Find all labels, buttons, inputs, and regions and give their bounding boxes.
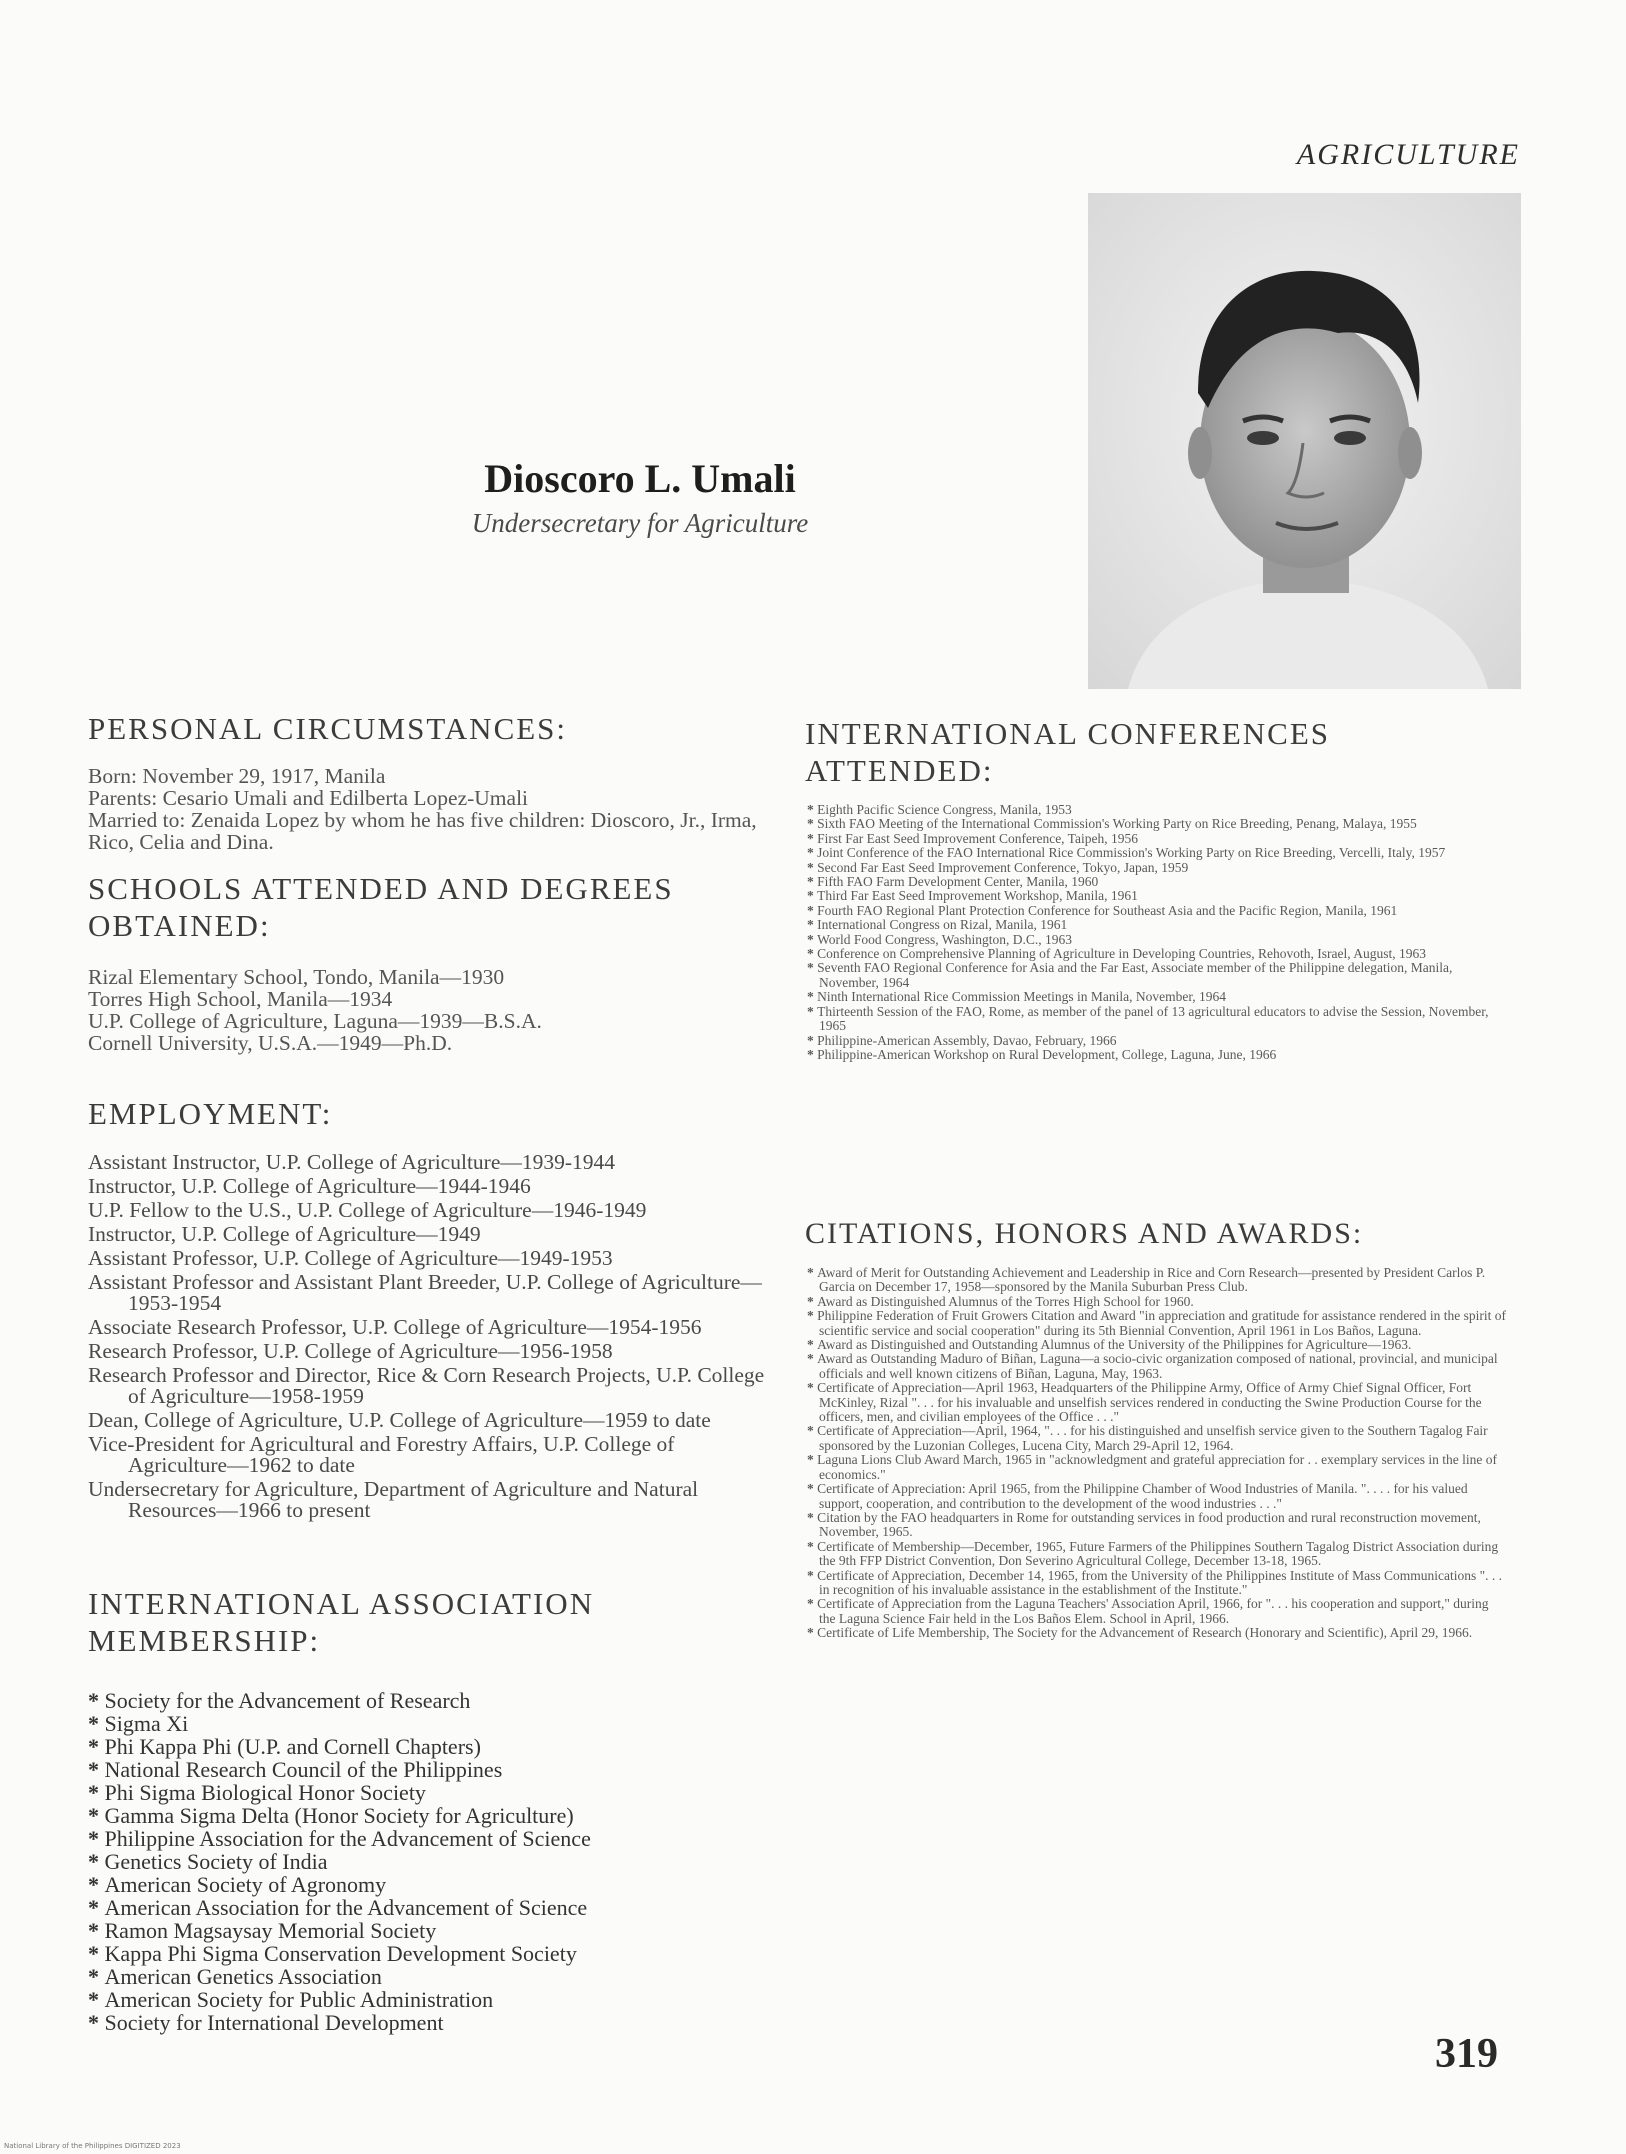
schools-section bbox=[88, 870, 773, 1054]
association-item: * Gamma Sigma Delta (Honor Society for Agriculture) bbox=[88, 1803, 574, 1828]
conference-item: * Seventh FAO Regional Conference for Asia and the Far East, Associate member of the Philippine delegation, Manila, November, 1964 bbox=[807, 960, 1453, 990]
association-item: * American Genetics Association bbox=[88, 1964, 382, 1989]
page-number: 319 bbox=[1435, 2031, 1498, 2077]
associations-heading: INTERNATIONAL ASSOCIATION MEMBERSHIP: bbox=[88, 1586, 595, 1658]
conference-item: * First Far East Seed Improvement Conference, Taipeh, 1956 bbox=[807, 830, 1138, 846]
citation-item: * Award as Distinguished and Outstanding Alumnus of the University of the Philippines for Agriculture—1963. bbox=[807, 1337, 1412, 1353]
employment-item: Assistant Professor and Assistant Plant Breeder, U.P. College of Agriculture—1953-1954 bbox=[88, 1270, 762, 1315]
portrait-illustration bbox=[1088, 193, 1521, 689]
citation-item: * Certificate of Appreciation: April 1965, from the Philippine Chamber of Wood Industries of Manila. ". . . . for his valued support, cooperation, and contribution to the development of the wood industries . . ." bbox=[807, 1481, 1468, 1511]
section-tag: AGRICULTURE bbox=[1296, 138, 1520, 171]
citation-item: * Certificate of Appreciation, December 14, 1965, from the University of the Philippines Institute of Mass Communications ". . . in recognition of his invaluable assistance in the establishment of the Institute." bbox=[807, 1567, 1502, 1597]
conference-item: * Third Far East Seed Improvement Workshop, Manila, 1961 bbox=[807, 888, 1138, 904]
conference-item: * Fifth FAO Farm Development Center, Manila, 1960 bbox=[807, 874, 1099, 890]
association-item: * Sigma Xi bbox=[88, 1711, 189, 1736]
school-line: Cornell University, U.S.A.—1949—Ph.D. bbox=[88, 1031, 453, 1055]
employment-item: Research Professor, U.P. College of Agriculture—1956-1958 bbox=[88, 1339, 613, 1363]
employment-heading: EMPLOYMENT: bbox=[88, 1096, 333, 1131]
conferences-section bbox=[805, 715, 1507, 1062]
conference-item: * Conference on Comprehensive Planning of Agriculture in Developing Countries, Rehovoth, Israel, August, 1963 bbox=[807, 946, 1427, 962]
citations-heading: CITATIONS, HONORS AND AWARDS: bbox=[805, 1217, 1364, 1250]
association-item: * Phi Sigma Biological Honor Society bbox=[88, 1780, 426, 1805]
citation-item: * Laguna Lions Club Award March, 1965 in "acknowledgment and grateful appreciation for . . exemplary services in the line of economics." bbox=[807, 1452, 1497, 1482]
citations-section bbox=[805, 1215, 1507, 1641]
conference-item: * Eighth Pacific Science Congress, Manila, 1953 bbox=[807, 802, 1072, 817]
personal-line: Married to: Zenaida Lopez by whom he has five children: Dioscoro, Jr., Irma, Rico, Celia and Dina. bbox=[88, 808, 757, 854]
employment-section bbox=[88, 1095, 773, 1524]
conference-item: * World Food Congress, Washington, D.C., 1963 bbox=[807, 931, 1072, 947]
association-item: * American Society of Agronomy bbox=[88, 1872, 387, 1897]
employment-item: Associate Research Professor, U.P. College of Agriculture—1954-1956 bbox=[88, 1315, 702, 1339]
citation-item: * Certificate of Membership—December, 1965, Future Farmers of the Philippines Southern Tagalog District Association during the 9th FFP District Convention, Don Severino Agricultural College, December 13-18, 1965. bbox=[807, 1538, 1499, 1569]
conference-item: * Ninth International Rice Commission Meetings in Manila, November, 1964 bbox=[807, 989, 1227, 1005]
associations-section bbox=[88, 1585, 773, 2034]
citation-item: * Certificate of Life Membership, The Society for the Advancement of Research (Honorary and Scientific), April 29, 1966. bbox=[807, 1625, 1473, 1641]
conference-item: * Fourth FAO Regional Plant Protection Conference for Southeast Asia and the Pacific Region, Manila, 1961 bbox=[807, 902, 1398, 918]
employment-item: Dean, College of Agriculture, U.P. College of Agriculture—1959 to date bbox=[88, 1408, 711, 1432]
employment-item: Assistant Instructor, U.P. College of Agriculture—1939-1944 bbox=[88, 1150, 616, 1174]
personal-line: Born: November 29, 1917, Manila bbox=[88, 764, 386, 788]
association-item: * Phi Kappa Phi (U.P. and Cornell Chapters) bbox=[88, 1734, 481, 1759]
personal-section bbox=[88, 710, 773, 853]
citation-item: * Certificate of Appreciation—April 1963, Headquarters of the Philippine Army, Office of Army Chief Signal Officer, Fort McKinley, Rizal ". . . for his invaluable and unselfish services rendered in conducting the Swine Production Course for the officers, men, and civilian employees of the Office . . ." bbox=[807, 1380, 1482, 1425]
employment-item: Instructor, U.P. College of Agriculture—1949 bbox=[88, 1222, 481, 1246]
citation-item: * Certificate of Appreciation from the Laguna Teachers' Association April, 1966, for ". . . his cooperation and support," during the Laguna Science Fair held in the Los Baños Elem. School in April, 1966. bbox=[807, 1596, 1489, 1626]
portrait-photo bbox=[1088, 193, 1521, 689]
footer-note: National Library of the Philippines DIGITIZED 2023 bbox=[4, 2142, 181, 2150]
association-item: * Ramon Magsaysay Memorial Society bbox=[88, 1918, 437, 1943]
employment-item: Vice-President for Agricultural and Forestry Affairs, U.P. College of Agriculture—1962 to date bbox=[88, 1432, 675, 1477]
citation-item: * Philippine Federation of Fruit Growers Citation and Award "in appreciation and gratitude for assistance rendered in the spirit of scientific service and social cooperation" during its 5th Biennial Convention, April 1961 in Los Baños, Laguna. bbox=[807, 1308, 1506, 1338]
citation-item: * Award as Distinguished Alumnus of the Torres High School for 1960. bbox=[807, 1293, 1194, 1309]
employment-item: Instructor, U.P. College of Agriculture—1944-1946 bbox=[88, 1174, 531, 1198]
conference-item: * Philippine-American Workshop on Rural Development, College, Laguna, June, 1966 bbox=[807, 1046, 1277, 1062]
association-item: * Society for International Development bbox=[88, 2010, 444, 2035]
conference-item: * Thirteenth Session of the FAO, Rome, as member of the panel of 13 agricultural educators to advise the Session, November, 1965 bbox=[807, 1003, 1489, 1034]
citation-item: * Award as Outstanding Maduro of Biñan, Laguna—a socio-civic organization composed of national, provincial, and municipal officials and well known citizens of Biñan, Laguna, May, 1963. bbox=[807, 1351, 1498, 1381]
citation-item: * Citation by the FAO headquarters in Rome for outstanding services in food production and rural reconstruction movement, November, 1965. bbox=[807, 1509, 1481, 1540]
association-item: * American Association for the Advancement of Science bbox=[88, 1895, 588, 1920]
schools-heading: SCHOOLS ATTENDED AND DEGREES OBTAINED: bbox=[88, 871, 674, 943]
employment-item: Research Professor and Director, Rice & Corn Research Projects, U.P. College of Agriculture—1958-1959 bbox=[88, 1363, 765, 1408]
citation-item: * Award of Merit for Outstanding Achievement and Leadership in Rice and Corn Research—presented by President Carlos P. Garcia on December 17, 1958—sponsored by the Manila Suburban Press Club. bbox=[807, 1265, 1486, 1295]
association-item: * Philippine Association for the Advancement of Science bbox=[88, 1826, 591, 1851]
employment-item: Assistant Professor, U.P. College of Agriculture—1949-1953 bbox=[88, 1246, 613, 1270]
conference-item: * Sixth FAO Meeting of the International Commission's Working Party on Rice Breeding, Penang, Malaya, 1955 bbox=[807, 816, 1417, 832]
personal-heading: PERSONAL CIRCUMSTANCES: bbox=[88, 711, 568, 746]
conference-item: * Second Far East Seed Improvement Conference, Tokyo, Japan, 1959 bbox=[807, 859, 1189, 875]
employment-item: Undersecretary for Agriculture, Department of Agriculture and Natural Resources—1966 to present bbox=[88, 1477, 699, 1522]
association-item: * Kappa Phi Sigma Conservation Development Society bbox=[88, 1941, 577, 1966]
association-item: * Genetics Society of India bbox=[88, 1849, 328, 1874]
citation-item: * Certificate of Appreciation—April, 1964, ". . . for his distinguished and unselfish service given to the Southern Tagalog Fair sponsored by the Luzonian Colleges, Lucena City, March 29-April 12, 1964. bbox=[807, 1423, 1488, 1453]
person-title: Undersecretary for Agriculture bbox=[471, 508, 809, 538]
personal-line: Parents: Cesario Umali and Edilberta Lopez-Umali bbox=[88, 786, 529, 810]
association-item: * American Society for Public Administration bbox=[88, 1987, 494, 2012]
school-line: Torres High School, Manila—1934 bbox=[88, 987, 393, 1011]
employment-item: U.P. Fellow to the U.S., U.P. College of Agriculture—1946-1949 bbox=[88, 1198, 647, 1222]
conference-item: * Philippine-American Assembly, Davao, February, 1966 bbox=[807, 1032, 1117, 1048]
conference-item: * Joint Conference of the FAO International Rice Commission's Working Party on Rice Breeding, Vercelli, Italy, 1957 bbox=[807, 845, 1446, 861]
school-line: U.P. College of Agriculture, Laguna—1939—B.S.A. bbox=[88, 1009, 542, 1033]
association-item: * Society for the Advancement of Research bbox=[88, 1688, 471, 1713]
conferences-heading: INTERNATIONAL CONFERENCES ATTENDED: bbox=[805, 716, 1331, 788]
person-name: Dioscoro L. Umali bbox=[484, 456, 796, 501]
school-line: Rizal Elementary School, Tondo, Manila—1930 bbox=[88, 965, 505, 989]
association-item: * National Research Council of the Philippines bbox=[88, 1757, 503, 1782]
conference-item: * International Congress on Rizal, Manila, 1961 bbox=[807, 917, 1068, 933]
